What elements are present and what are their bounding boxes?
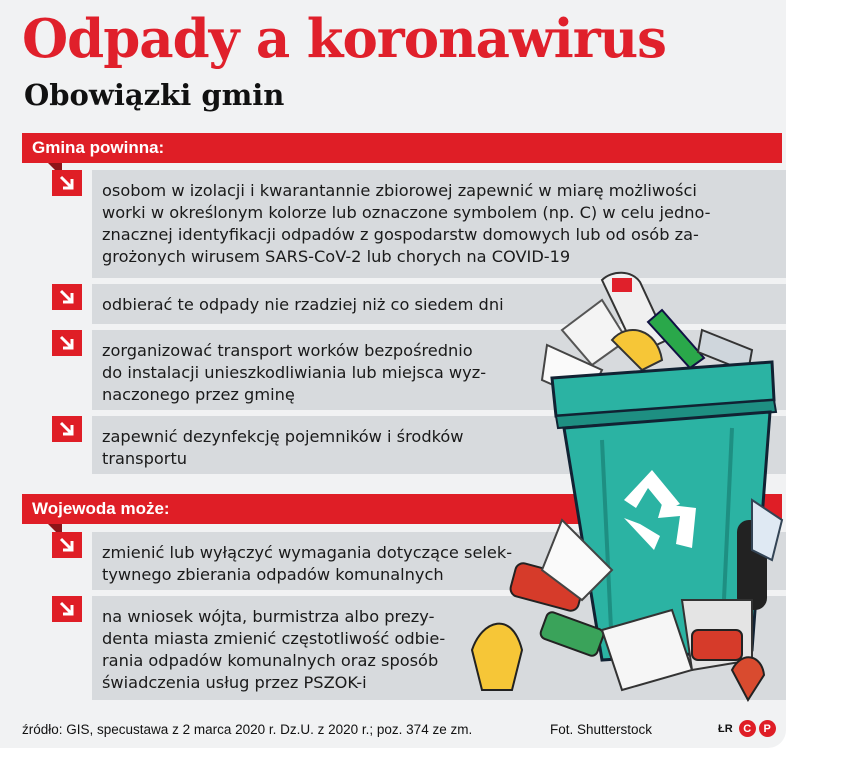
page-subtitle: Obowiązki gmin [24, 78, 285, 112]
arrow-down-right-icon [52, 416, 82, 442]
photo-credit: Fot. Shutterstock [550, 722, 653, 737]
section-label-wojewoda: Wojewoda może: [22, 494, 182, 524]
list-item-text: na wniosek wójta, burmistrza albo prezy- denta miasta zmienić częstotliwość odbie- rania odpadów komunalnych oraz sposób świadczenia usług przez PSZOK-i [92, 596, 786, 700]
arrow-down-right-icon [52, 330, 82, 356]
arrow-down-right-icon [52, 596, 82, 622]
list-item-text: osobom w izolacji i kwarantannie zbiorowej zapewnić w miarę możliwości worki w określonym kolorze lub oznaczone symbolem (np. C) w celu jedno- znacznej identyfikacji odpadów z gospodarstw domowych lub od osób za- grożonych wirusem SARS-CoV-2 lub chorych na COVID-19 [92, 170, 786, 278]
arrow-down-right-icon [52, 284, 82, 310]
logo-c-icon: C [739, 720, 756, 737]
list-item-text: odbierać te odpady nie rzadziej niż co siedem dni [92, 284, 786, 324]
logo-p-icon: P [759, 720, 776, 737]
arrow-down-right-icon [52, 170, 82, 196]
page-title: Odpady a koronawirus [22, 8, 667, 70]
arrow-down-right-icon [52, 532, 82, 558]
list-item-text: zapewnić dezynfekcję pojemników i środków transportu [92, 416, 786, 474]
author-initials: ŁR [718, 722, 733, 735]
list-item-text: zmienić lub wyłączyć wymagania dotyczące selek- tywnego zbierania odpadów komunalnych [92, 532, 786, 590]
publisher-logo [718, 720, 776, 737]
section-label-gmina: Gmina powinna: [22, 133, 176, 163]
list-item-text: zorganizować transport worków bezpośrednio do instalacji unieszkodliwiania lub miejsca wyz- naczonego przez gminę [92, 330, 786, 410]
section-banner-gmina [22, 133, 782, 163]
source-note: źródło: GIS, specustawa z 2 marca 2020 r. Dz.U. z 2020 r.; poz. 374 ze zm. [22, 722, 473, 737]
recycling-bin-icon [452, 270, 786, 710]
